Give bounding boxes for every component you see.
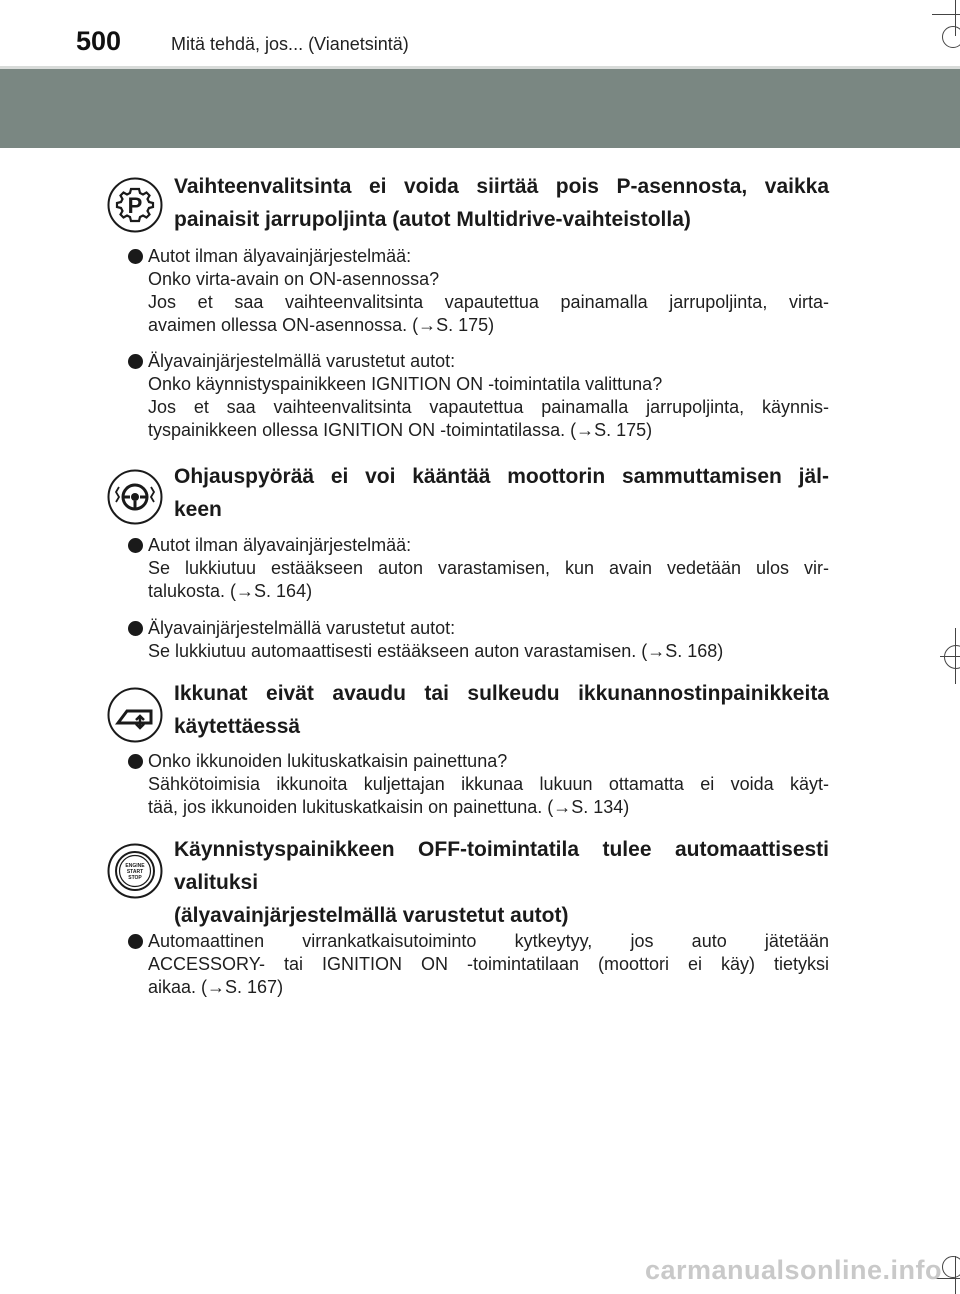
page-number: 500 xyxy=(76,26,122,56)
header-band xyxy=(0,69,960,148)
section-shift-lever xyxy=(107,170,829,450)
icon-text-start: START xyxy=(126,869,144,875)
bullet-line: Autot ilman älyavainjärjestelmää: xyxy=(148,246,412,266)
bullet-line: talukosta. (→S. 164) xyxy=(148,581,313,601)
bullet-line: Se lukkiutuu estääkseen auton varastamisen, kun avain vedetään ulos vir- xyxy=(148,558,829,578)
svg-text:P: P xyxy=(127,193,143,218)
bullet-dot xyxy=(128,934,143,949)
bullet-line: ACCESSORY- tai IGNITION ON -toimintatilaan (moottori ei käy) tietyksi xyxy=(148,954,829,974)
bullet-line: Automaattinen virrankatkaisutoiminto kytkeytyy, jos auto jätetään xyxy=(148,931,829,951)
section-off-mode xyxy=(107,833,829,1013)
section-title xyxy=(174,170,829,236)
bullet-line: aikaa. (→S. 167) xyxy=(148,977,284,997)
power-window-icon xyxy=(107,687,163,743)
bullet-dot xyxy=(128,249,143,264)
watermark: carmanualsonline.info xyxy=(644,1255,942,1285)
bullet-line: Jos et saa vaihteenvalitsinta vapautettua painamalla jarrupoljinta, virta- xyxy=(148,292,829,312)
bullet-line: Autot ilman älyavainjärjestelmää: xyxy=(148,535,412,555)
crop-mark xyxy=(944,645,960,669)
title-line: (älyavainjärjestelmällä varustetut autot) xyxy=(174,904,569,927)
title-line: Ikkunat eivät avaudu tai sulkeudu ikkunannostinpainikkeita xyxy=(174,682,829,705)
bullet-line: Älyavainjärjestelmällä varustetut autot: xyxy=(148,618,456,638)
title-line: käytettäessä xyxy=(174,715,301,738)
section-title xyxy=(174,460,829,526)
steering-wheel-lock-icon xyxy=(107,469,163,525)
bullet-dot xyxy=(128,538,143,553)
crop-mark xyxy=(942,26,960,48)
section-power-windows xyxy=(107,677,829,827)
title-line: painaisit jarrupoljinta (autot Multidrive-vaihteistolla) xyxy=(174,208,691,231)
crop-mark xyxy=(955,628,956,684)
engine-start-stop-button-icon xyxy=(107,843,163,899)
section-title xyxy=(174,677,829,743)
shift-p-gear-icon xyxy=(107,177,163,233)
icon-text-stop: STOP xyxy=(128,875,142,881)
crop-mark xyxy=(942,1256,960,1278)
bullet-line: tää, jos ikkunoiden lukituskatkaisin on painettuna. (→S. 134) xyxy=(148,797,630,817)
bullet-line: Onko virta-avain on ON-asennossa? xyxy=(148,269,440,289)
bullet-dot xyxy=(128,354,143,369)
bullet-line: Onko käynnistyspainikkeen IGNITION ON -toimintatila valittuna? xyxy=(148,374,663,394)
bullet-line: tyspainikkeen ollessa IGNITION ON -toimintatilassa. (→S. 175) xyxy=(148,420,653,440)
title-line: Ohjauspyörää ei voi kääntää moottorin sammuttamisen jäl- xyxy=(174,465,829,488)
bullet-line: Onko ikkunoiden lukituskatkaisin painettuna? xyxy=(148,751,508,771)
section-title xyxy=(174,833,829,932)
title-line: valituksi xyxy=(174,871,259,894)
section-steering-wheel xyxy=(107,460,829,670)
title-line: keen xyxy=(174,498,222,521)
bullet-dot xyxy=(128,621,143,636)
bullet-line: Älyavainjärjestelmällä varustetut autot: xyxy=(148,351,456,371)
title-line: Vaihteenvalitsinta ei voida siirtää pois P-asennosta, vaikka xyxy=(174,175,829,198)
running-header: Mitä tehdä, jos... (Vianetsintä) xyxy=(171,34,409,54)
icon-text-engine: ENGINE xyxy=(125,863,145,869)
bullet-dot xyxy=(128,754,143,769)
bullet-line: avaimen ollessa ON-asennossa. (→S. 175) xyxy=(148,315,495,335)
bullet-line: Jos et saa vaihteenvalitsinta vapautettua painamalla jarrupoljinta, käynnis- xyxy=(148,397,829,417)
bullet-line: Se lukkiutuu automaattisesti estääkseen auton varastamisen. (→S. 168) xyxy=(148,641,724,661)
title-line: Käynnistyspainikkeen OFF-toimintatila tulee automaattisesti xyxy=(174,838,829,861)
bullet-line: Sähkötoimisia ikkunoita kuljettajan ikkunaa lukuun ottamatta ei voida käyt- xyxy=(148,774,829,794)
